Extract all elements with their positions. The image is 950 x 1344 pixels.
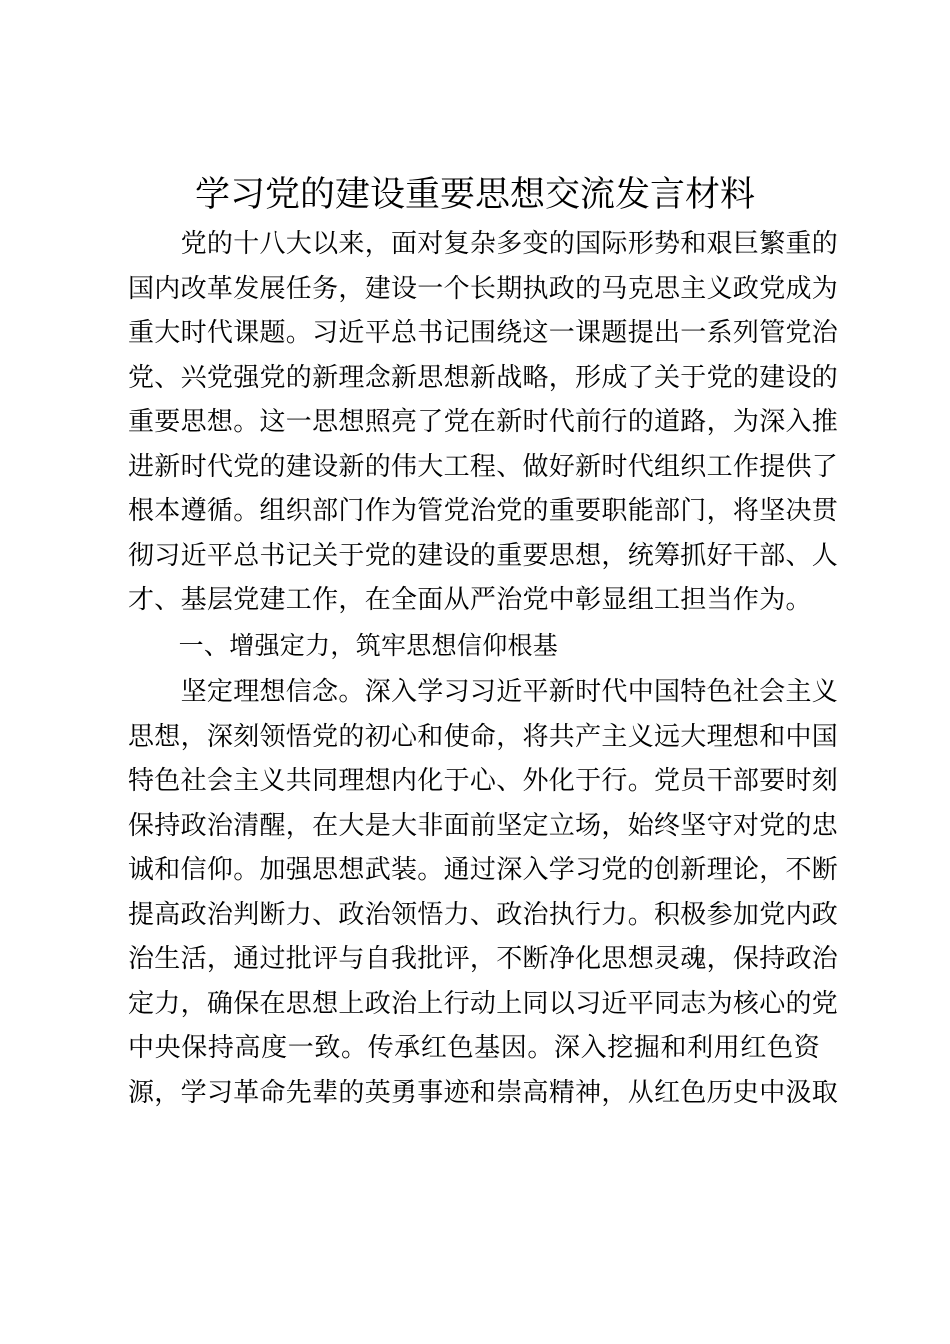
paragraph-line: 重大时代课题。习近平总书记围绕这一课题提出一系列管党治	[128, 318, 839, 348]
intro-paragraph	[128, 222, 839, 623]
section-heading-text: 一、增强定力，筑牢思想信仰根基	[128, 631, 559, 660]
paragraph-line: 特色社会主义共同理想内化于心、外化于行。党员干部要时刻	[128, 766, 839, 796]
paragraph-line: 坚定理想信念。深入学习习近平新时代中国特色社会主义	[128, 677, 839, 707]
paragraph-line: 彻习近平总书记关于党的建设的重要思想，统筹抓好干部、人	[128, 540, 839, 571]
section-heading	[128, 624, 820, 669]
paragraph-line: 定力，确保在思想上政治上行动上同以习近平同志为核心的党	[128, 988, 839, 1019]
paragraph-line: 根本遵循。组织部门作为管党治党的重要职能部门，将坚决贯	[128, 496, 839, 526]
paragraph-line: 党的十八大以来，面对复杂多变的国际形势和艰巨繁重的	[128, 229, 839, 259]
paragraph-line: 源，学习革命先辈的英勇事迹和崇高精神，从红色历史中汲取	[128, 1077, 839, 1108]
paragraph-line: 思想，深刻领悟党的初心和使命，将共产主义远大理想和中国	[128, 721, 839, 752]
paragraph-line: 诚和信仰。加强思想武装。通过深入学习党的创新理论，不断	[128, 855, 839, 885]
paragraph-line: 治生活，通过批评与自我批评，不断净化思想灵魂，保持政治	[128, 944, 839, 974]
paragraph-line: 进新时代党的建设新的伟大工程、做好新时代组织工作提供了	[128, 451, 839, 482]
paragraph-line: 提高政治判断力、政治领悟力、政治执行力。积极参加党内政	[128, 899, 839, 930]
paragraph-line: 才、基层党建工作，在全面从严治党中彰显组工担当作为。	[128, 585, 812, 615]
paragraph-line: 保持政治清醒，在大是大非面前坚定立场，始终坚守对党的忠	[128, 810, 839, 841]
section-paragraph	[128, 670, 839, 1115]
paragraph-line: 重要思想。这一思想照亮了党在新时代前行的道路，为深入推	[128, 407, 839, 437]
paragraph-line: 国内改革发展任务，建设一个长期执政的马克思主义政党成为	[128, 273, 839, 304]
paragraph-line: 党、兴党强党的新理念新思想新战略，形成了关于党的建设的	[128, 362, 839, 393]
paragraph-line: 中央保持高度一致。传承红色基因。深入挖掘和利用红色资	[128, 1033, 820, 1063]
document-title: 学习党的建设重要思想交流发言材料	[194, 175, 755, 215]
